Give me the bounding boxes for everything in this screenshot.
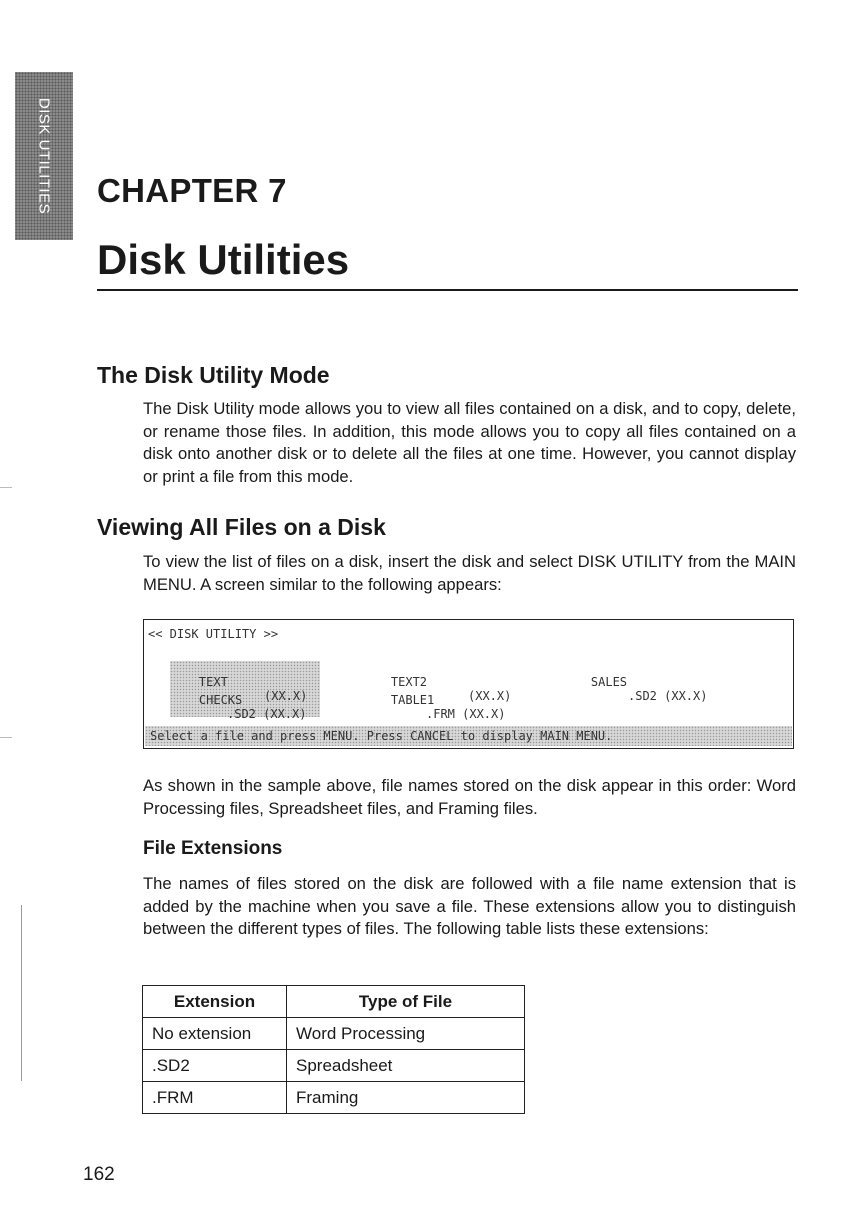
chapter-label: CHAPTER 7 <box>97 172 287 209</box>
screen-file-name: TEXT2 <box>390 675 428 689</box>
screen-prompt-bar: Select a file and press MENU. Press CANCEL to display MAIN MENU. <box>145 726 792 746</box>
table-row <box>143 1018 525 1050</box>
margin-binding-line <box>21 905 22 1081</box>
table-header-type: Type of File <box>287 986 525 1018</box>
section-body-viewing-files: To view the list of files on a disk, insert the disk and select DISK UTILITY from the MAIN MENU. A screen similar to the following appears: <box>143 552 796 594</box>
table-row <box>143 1050 525 1082</box>
table-header-extension: Extension <box>143 986 287 1018</box>
section-heading-disk-utility-mode: The Disk Utility Mode <box>97 362 330 388</box>
section-side-tab <box>15 72 73 240</box>
screen-file-entry <box>562 661 762 717</box>
file-extension-table <box>142 985 525 1114</box>
after-screen-text: As shown in the sample above, file names stored on the disk appear in this order: Word Processing files, Spreadsheet files, and Framing files. <box>143 776 796 818</box>
margin-tick-mark <box>0 487 12 488</box>
table-row <box>143 1082 525 1114</box>
screen-file-info: (XX.X) <box>468 689 512 703</box>
title-rule <box>97 289 798 291</box>
side-tab-label: DISK UTILITIES <box>35 97 53 215</box>
section-heading-viewing-files: Viewing All Files on a Disk <box>97 514 386 540</box>
screen-file-name: SALES <box>590 675 628 689</box>
screen-file-info: .SD2 (XX.X) <box>227 707 307 721</box>
table-cell-extension: .FRM <box>143 1082 287 1114</box>
screen-header: << DISK UTILITY >> <box>148 627 279 641</box>
table-cell-extension: .SD2 <box>143 1050 287 1082</box>
file-extensions-body: The names of files stored on the disk are followed with a file name extension that is added by the machine when you save a file. These extensions allow you to distinguish between the different types of files. The following table lists these extensions: <box>143 874 796 938</box>
section-body-disk-utility-mode: The Disk Utility mode allows you to view all files contained on a disk, and to copy, delete, or rename those files. In addition, this mode allows you to copy all files contained on a disk onto another disk or to delete all the files at one time. However, you cannot display or print a file from this mode. <box>143 399 796 486</box>
screen-file-name: CHECKS <box>198 693 243 707</box>
screen-file-info: (XX.X) <box>264 689 308 703</box>
table-cell-type: Framing <box>287 1082 525 1114</box>
page-number: 162 <box>83 1164 115 1185</box>
table-cell-extension: No extension <box>143 1018 287 1050</box>
chapter-title: Disk Utilities <box>97 236 350 283</box>
screen-file-info: .FRM (XX.X) <box>426 707 506 721</box>
screen-file-name: TEXT <box>198 675 228 689</box>
table-header-row <box>143 986 525 1018</box>
screen-file-name: TABLE1 <box>390 693 435 707</box>
screen-file-info: .SD2 (XX.X) <box>628 689 708 703</box>
table-cell-type: Spreadsheet <box>287 1050 525 1082</box>
margin-tick-mark <box>0 737 12 738</box>
disk-utility-screen <box>143 619 794 749</box>
subheading-file-extensions: File Extensions <box>143 838 283 859</box>
table-cell-type: Word Processing <box>287 1018 525 1050</box>
